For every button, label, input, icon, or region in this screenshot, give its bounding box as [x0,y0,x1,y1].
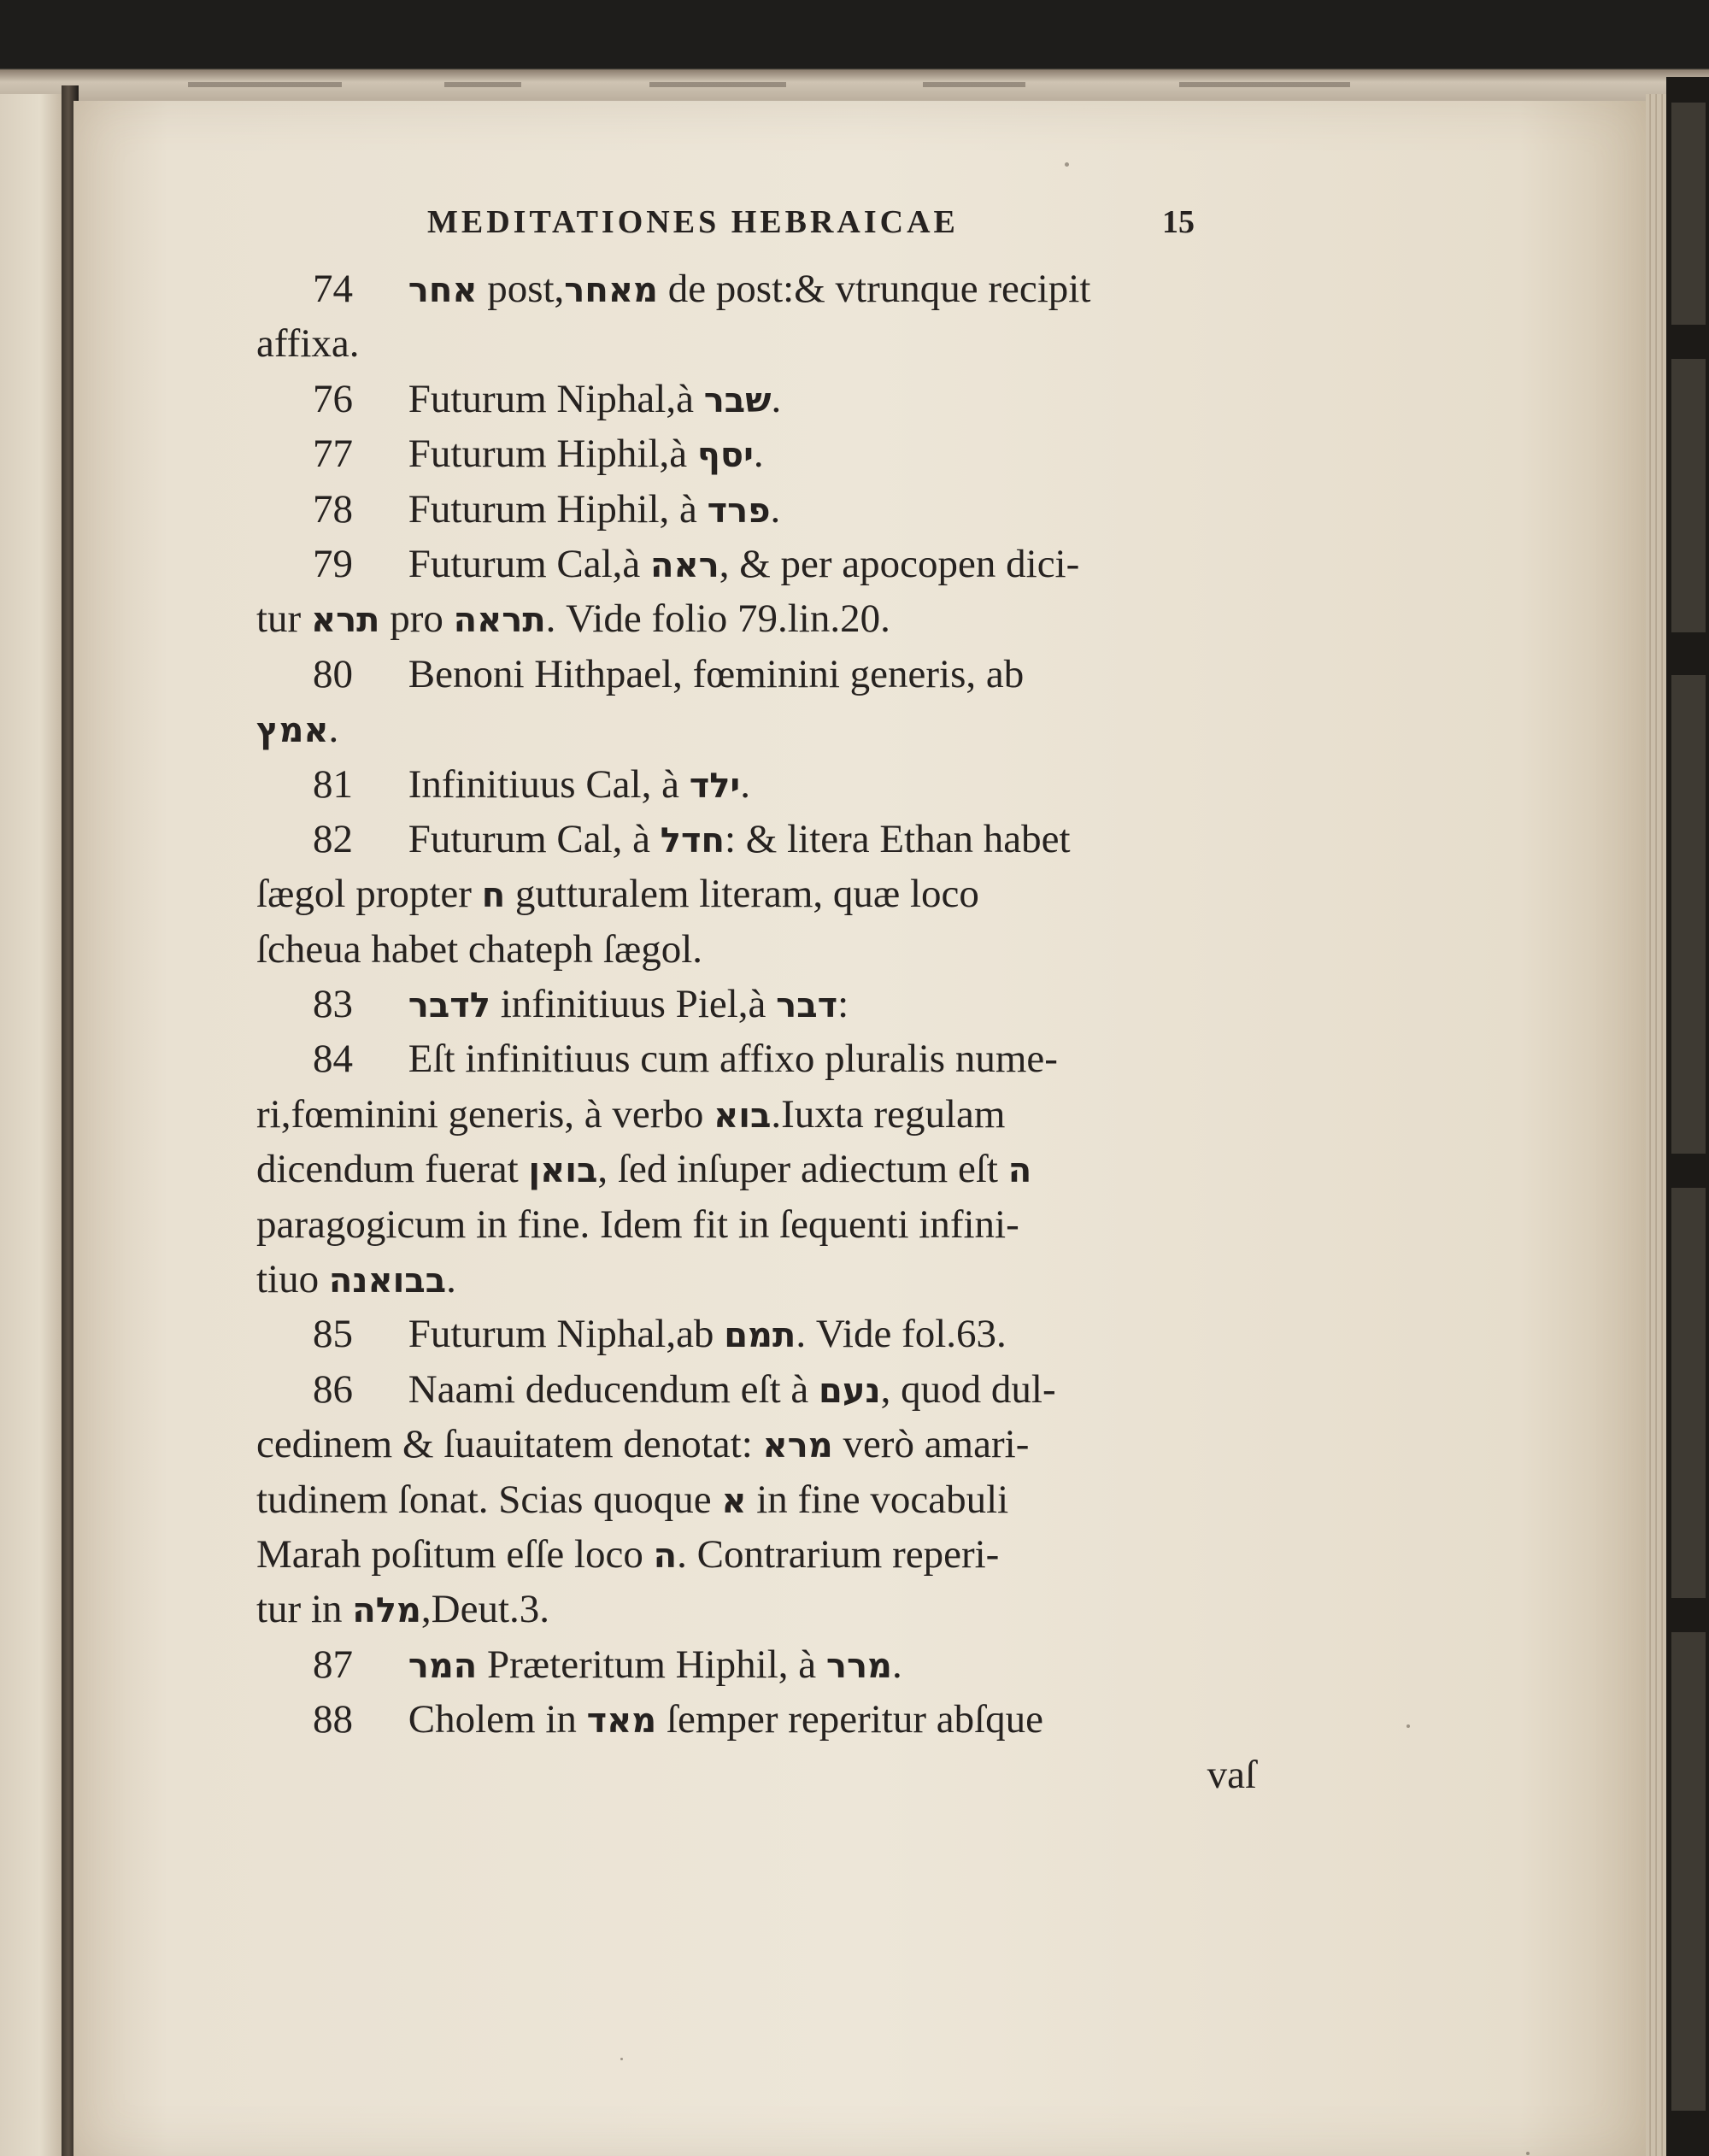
latin-text: cedinem & ſuauitatem denotat: [256,1422,763,1467]
latin-text: verò amari- [832,1422,1030,1467]
text-lines [256,261,1265,1748]
hebrew-word: פרד [707,491,771,531]
latin-text: Futurum Niphal,à [398,376,704,421]
text-line [256,1637,1265,1692]
text-line [256,591,1265,646]
text-line [256,1692,1265,1747]
note-number: 76 [313,376,353,421]
latin-text: . Vide folio 79.lin.20. [545,596,890,642]
latin-text: ſcheua habet chateph ſægol. [256,926,703,972]
hebrew-word: תרא [310,601,380,641]
hebrew-word: ה [1007,1151,1032,1191]
text-line [256,482,1265,537]
latin-text: infinitiuus Piel,à [490,982,777,1027]
text-line [256,1362,1265,1417]
latin-text: . [770,486,781,532]
note-number: 78 [313,486,353,532]
hebrew-word: מרא [762,1426,833,1466]
latin-text [398,982,408,1026]
hebrew-word: לדבר [408,986,490,1026]
running-head [256,203,1265,255]
latin-text: tiuo [256,1257,329,1302]
text-line [256,1252,1265,1307]
latin-text: ſægol propter [256,872,482,917]
latin-text: de post:& vtrunque recipit [657,267,1091,311]
hebrew-word: אחר [408,271,478,310]
hebrew-word: חדל [660,820,725,861]
hebrew-word: מאחר [564,271,658,310]
latin-text: tur [256,596,311,642]
note-number: 82 [313,816,353,861]
latin-text: Infinitiuus Cal, à [398,761,690,807]
latin-text: Naami deducendum eſt à [398,1366,819,1412]
text-line [256,1197,1265,1252]
hebrew-word: דבר [776,986,838,1026]
latin-text: Marah poſitum eſſe loco [256,1531,654,1577]
text-line [256,977,1265,1031]
text-line [256,1582,1265,1636]
latin-text: Futurum Hiphil,à [398,432,697,477]
page-text [256,203,1265,1802]
note-number: 84 [313,1037,353,1082]
hebrew-word: בואן [528,1151,598,1191]
note-number: 86 [313,1366,353,1412]
latin-text: : & litera Ethan habet [725,816,1071,861]
hebrew-word: אמץ [256,711,329,751]
text-line [256,922,1265,977]
hebrew-word: מלה [352,1591,421,1631]
latin-text: affixa. [256,321,360,367]
latin-text: gutturalem literam, quæ loco [505,872,979,917]
hebrew-word: מרר [825,1646,892,1686]
latin-text: pro [379,596,454,642]
note-number: 88 [313,1697,353,1742]
text-line [256,867,1265,921]
text-line [256,261,1265,316]
facing-page-edge [0,94,67,2156]
hebrew-word: ה [653,1536,678,1576]
hebrew-word: תראה [453,601,546,641]
latin-text: , & per apocopen dici- [719,541,1080,586]
latin-text: . [740,761,750,807]
latin-text: . [771,376,782,421]
text-line [256,757,1265,812]
adjacent-book-spine [1666,77,1709,2156]
latin-text: paragogicum in fine. Idem fit in ſequenti infini- [256,1201,1019,1247]
hebrew-word: ח [481,876,506,916]
latin-text: . [446,1257,456,1302]
latin-text: . [328,707,339,752]
latin-text: . [753,432,764,477]
top-page-edges [0,0,1709,103]
note-number: 77 [313,432,353,477]
latin-text: Futurum Cal,à [398,541,651,586]
latin-text: , ſed inſuper adiectum eſt [597,1147,1008,1192]
hebrew-word: המר [408,1646,478,1686]
hebrew-word: מאד [586,1701,657,1742]
text-line [256,812,1265,867]
text-line [256,1472,1265,1527]
text-line [256,426,1265,481]
hebrew-word: בבואנה [328,1261,447,1301]
text-line [256,1417,1265,1472]
text-line [256,1087,1265,1142]
note-number: 81 [313,761,353,807]
latin-text: . Vide fol.63. [796,1312,1007,1357]
running-title: MEDITATIONES HEBRAICAE [427,204,959,240]
text-line [256,316,1265,371]
catchword: vaſ [1207,1752,1256,1797]
text-line [256,372,1265,426]
latin-text: dicendum fuerat [256,1147,529,1192]
text-line [256,702,1265,756]
latin-text: .Iuxta regulam [771,1091,1006,1137]
note-number: 74 [313,267,353,311]
latin-text: Futurum Niphal,ab [398,1312,725,1357]
note-number: 85 [313,1312,353,1357]
latin-text: Futurum Hiphil, à [398,486,708,532]
page-number: 15 [1162,204,1195,240]
latin-text: Præteritum Hiphil, à [477,1642,826,1687]
hebrew-word: בוא [714,1096,772,1136]
latin-text: post, [477,267,565,311]
text-line [256,1527,1265,1582]
latin-text: Cholem in [398,1697,587,1742]
latin-text: ri,fœminini generis, à verbo [256,1091,714,1137]
latin-text: Benoni Hithpael, fœminini generis, ab [398,651,1025,696]
latin-text: tur in [256,1587,353,1632]
hebrew-word: ראה [650,545,719,585]
latin-text: . [892,1642,902,1687]
note-number: 83 [313,982,353,1027]
latin-text: tudinem ſonat. Scias quoque [256,1477,722,1522]
note-number: 79 [313,541,353,586]
note-number: 87 [313,1642,353,1687]
note-number: 80 [313,651,353,696]
latin-text: Futurum Cal, à [398,816,661,861]
latin-text: . Contrarium reperi- [677,1531,1000,1577]
text-line [256,1031,1265,1086]
latin-text [398,267,408,311]
text-line [256,1307,1265,1361]
hebrew-word: נעם [819,1371,881,1411]
hebrew-word: שבר [703,380,772,420]
latin-text: ,Deut.3. [420,1587,550,1632]
text-line [256,647,1265,702]
latin-text: , quod dul- [880,1366,1056,1412]
hebrew-word: יסף [696,436,754,476]
hebrew-word: תמם [724,1316,796,1356]
latin-text: in fine vocabuli [746,1477,1009,1522]
hebrew-word: ילד [689,766,741,806]
text-line [256,537,1265,591]
latin-text: ſemper reperitur abſque [656,1697,1044,1742]
hebrew-word: א [721,1481,747,1521]
latin-text: Eſt infinitiuus cum affixo pluralis nume- [398,1037,1058,1082]
text-line [256,1142,1265,1196]
latin-text: : [837,982,849,1027]
latin-text [398,1642,408,1687]
